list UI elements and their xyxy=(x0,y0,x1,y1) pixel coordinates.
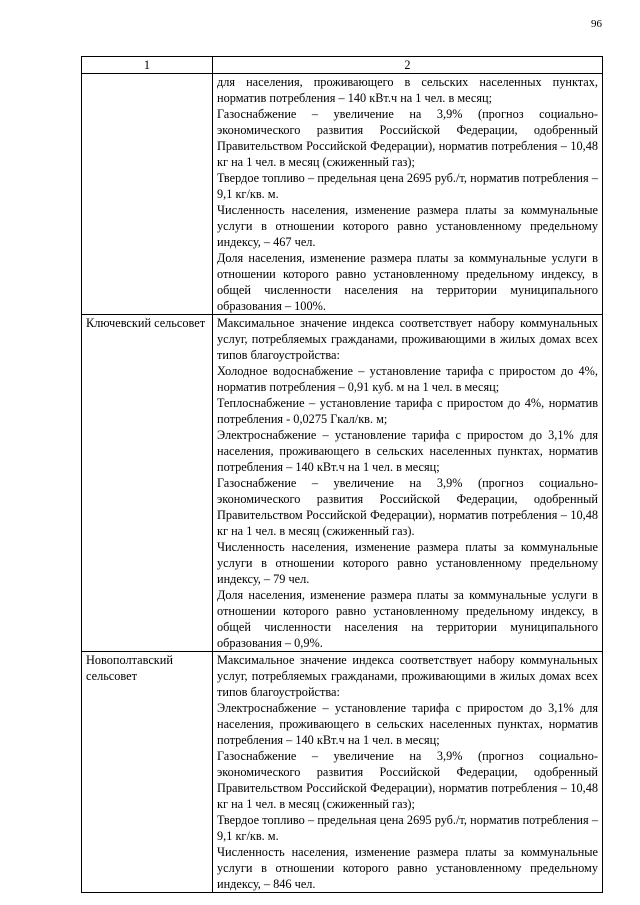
description-cell xyxy=(213,74,603,315)
table-row xyxy=(82,652,603,893)
description-paragraph: Электроснабжение – установление тарифа с приростом до 3,1% для населения, проживающего в сельских населенных пунктах, норматив потребления – 140 кВт.ч на 1 чел. в месяц; xyxy=(217,701,598,747)
description-paragraph: Газоснабжение – увеличение на 3,9% (прогноз социально-экономического развития Российской Федерации, одобренный Правительством Российской Федерации), норматив потребления – 10,48 кг на 1 чел. в месяц (сжиженный газ). xyxy=(217,476,598,538)
description-paragraph: Максимальное значение индекса соответствует набору коммунальных услуг, потребляемых гражданами, проживающими в жилых домах всех типов благоустройства: xyxy=(217,653,598,699)
description-paragraph: Теплоснабжение – установление тарифа с приростом до 4%, норматив потребления - 0,0275 Гкал/кв. м; xyxy=(217,396,598,426)
table-header-row xyxy=(82,57,603,74)
description-paragraph: Численность населения, изменение размера платы за коммунальные услуги в отношении которого равно установленному предельному индексу, – 467 чел. xyxy=(217,203,598,249)
page-number: 96 xyxy=(591,18,602,30)
description-paragraph: Холодное водоснабжение – установление тарифа с приростом до 4%, норматив потребления – 0,91 куб. м на 1 чел. в месяц; xyxy=(217,364,598,394)
description-paragraph: Численность населения, изменение размера платы за коммунальные услуги в отношении которого равно установленному предельному индексу, – 846 чел. xyxy=(217,845,598,891)
column-header: 1 xyxy=(82,57,213,74)
description-paragraph: Доля населения, изменение размера платы за коммунальные услуги в отношении которого равно установленному предельному индексу, в общей численности населения на территории муниципального образования – 100%. xyxy=(217,251,598,313)
description-paragraph: для населения, проживающего в сельских населенных пунктах, норматив потребления – 140 кВт.ч на 1 чел. в месяц; xyxy=(217,75,598,105)
index-table xyxy=(81,56,603,893)
column-header: 2 xyxy=(213,57,603,74)
description-cell xyxy=(213,652,603,893)
table-row xyxy=(82,315,603,652)
description-paragraph: Газоснабжение – увеличение на 3,9% (прогноз социально-экономического развития Российской Федерации, одобренный Правительством Российской Федерации), норматив потребления – 10,48 кг на 1 чел. в месяц (сжиженный газ); xyxy=(217,749,598,811)
description-paragraph: Максимальное значение индекса соответствует набору коммунальных услуг, потребляемых гражданами, проживающими в жилых домах всех типов благоустройства: xyxy=(217,316,598,362)
municipality-name-cell xyxy=(82,74,213,315)
municipality-name-cell: Новополтавский сельсовет xyxy=(82,652,213,893)
description-paragraph: Газоснабжение – увеличение на 3,9% (прогноз социально-экономического развития Российской Федерации, одобренный Правительством Российской Федерации), норматив потребления – 10,48 кг на 1 чел. в месяц (сжиженный газ); xyxy=(217,107,598,169)
description-paragraph: Численность населения, изменение размера платы за коммунальные услуги в отношении которого равно установленному предельному индексу, – 79 чел. xyxy=(217,540,598,586)
description-paragraph: Доля населения, изменение размера платы за коммунальные услуги в отношении которого равно установленному предельному индексу, в общей численности населения на территории муниципального образования – 0,9%. xyxy=(217,588,598,650)
description-paragraph: Твердое топливо – предельная цена 2695 руб./т, норматив потребления – 9,1 кг/кв. м. xyxy=(217,813,598,843)
municipality-name-cell: Ключевский сельсовет xyxy=(82,315,213,652)
description-cell xyxy=(213,315,603,652)
description-paragraph: Электроснабжение – установление тарифа с приростом до 3,1% для населения, проживающего в сельских населенных пунктах, норматив потребления – 140 кВт.ч на 1 чел. в месяц; xyxy=(217,428,598,474)
table-row xyxy=(82,74,603,315)
description-paragraph: Твердое топливо – предельная цена 2695 руб./т, норматив потребления – 9,1 кг/кв. м. xyxy=(217,171,598,201)
